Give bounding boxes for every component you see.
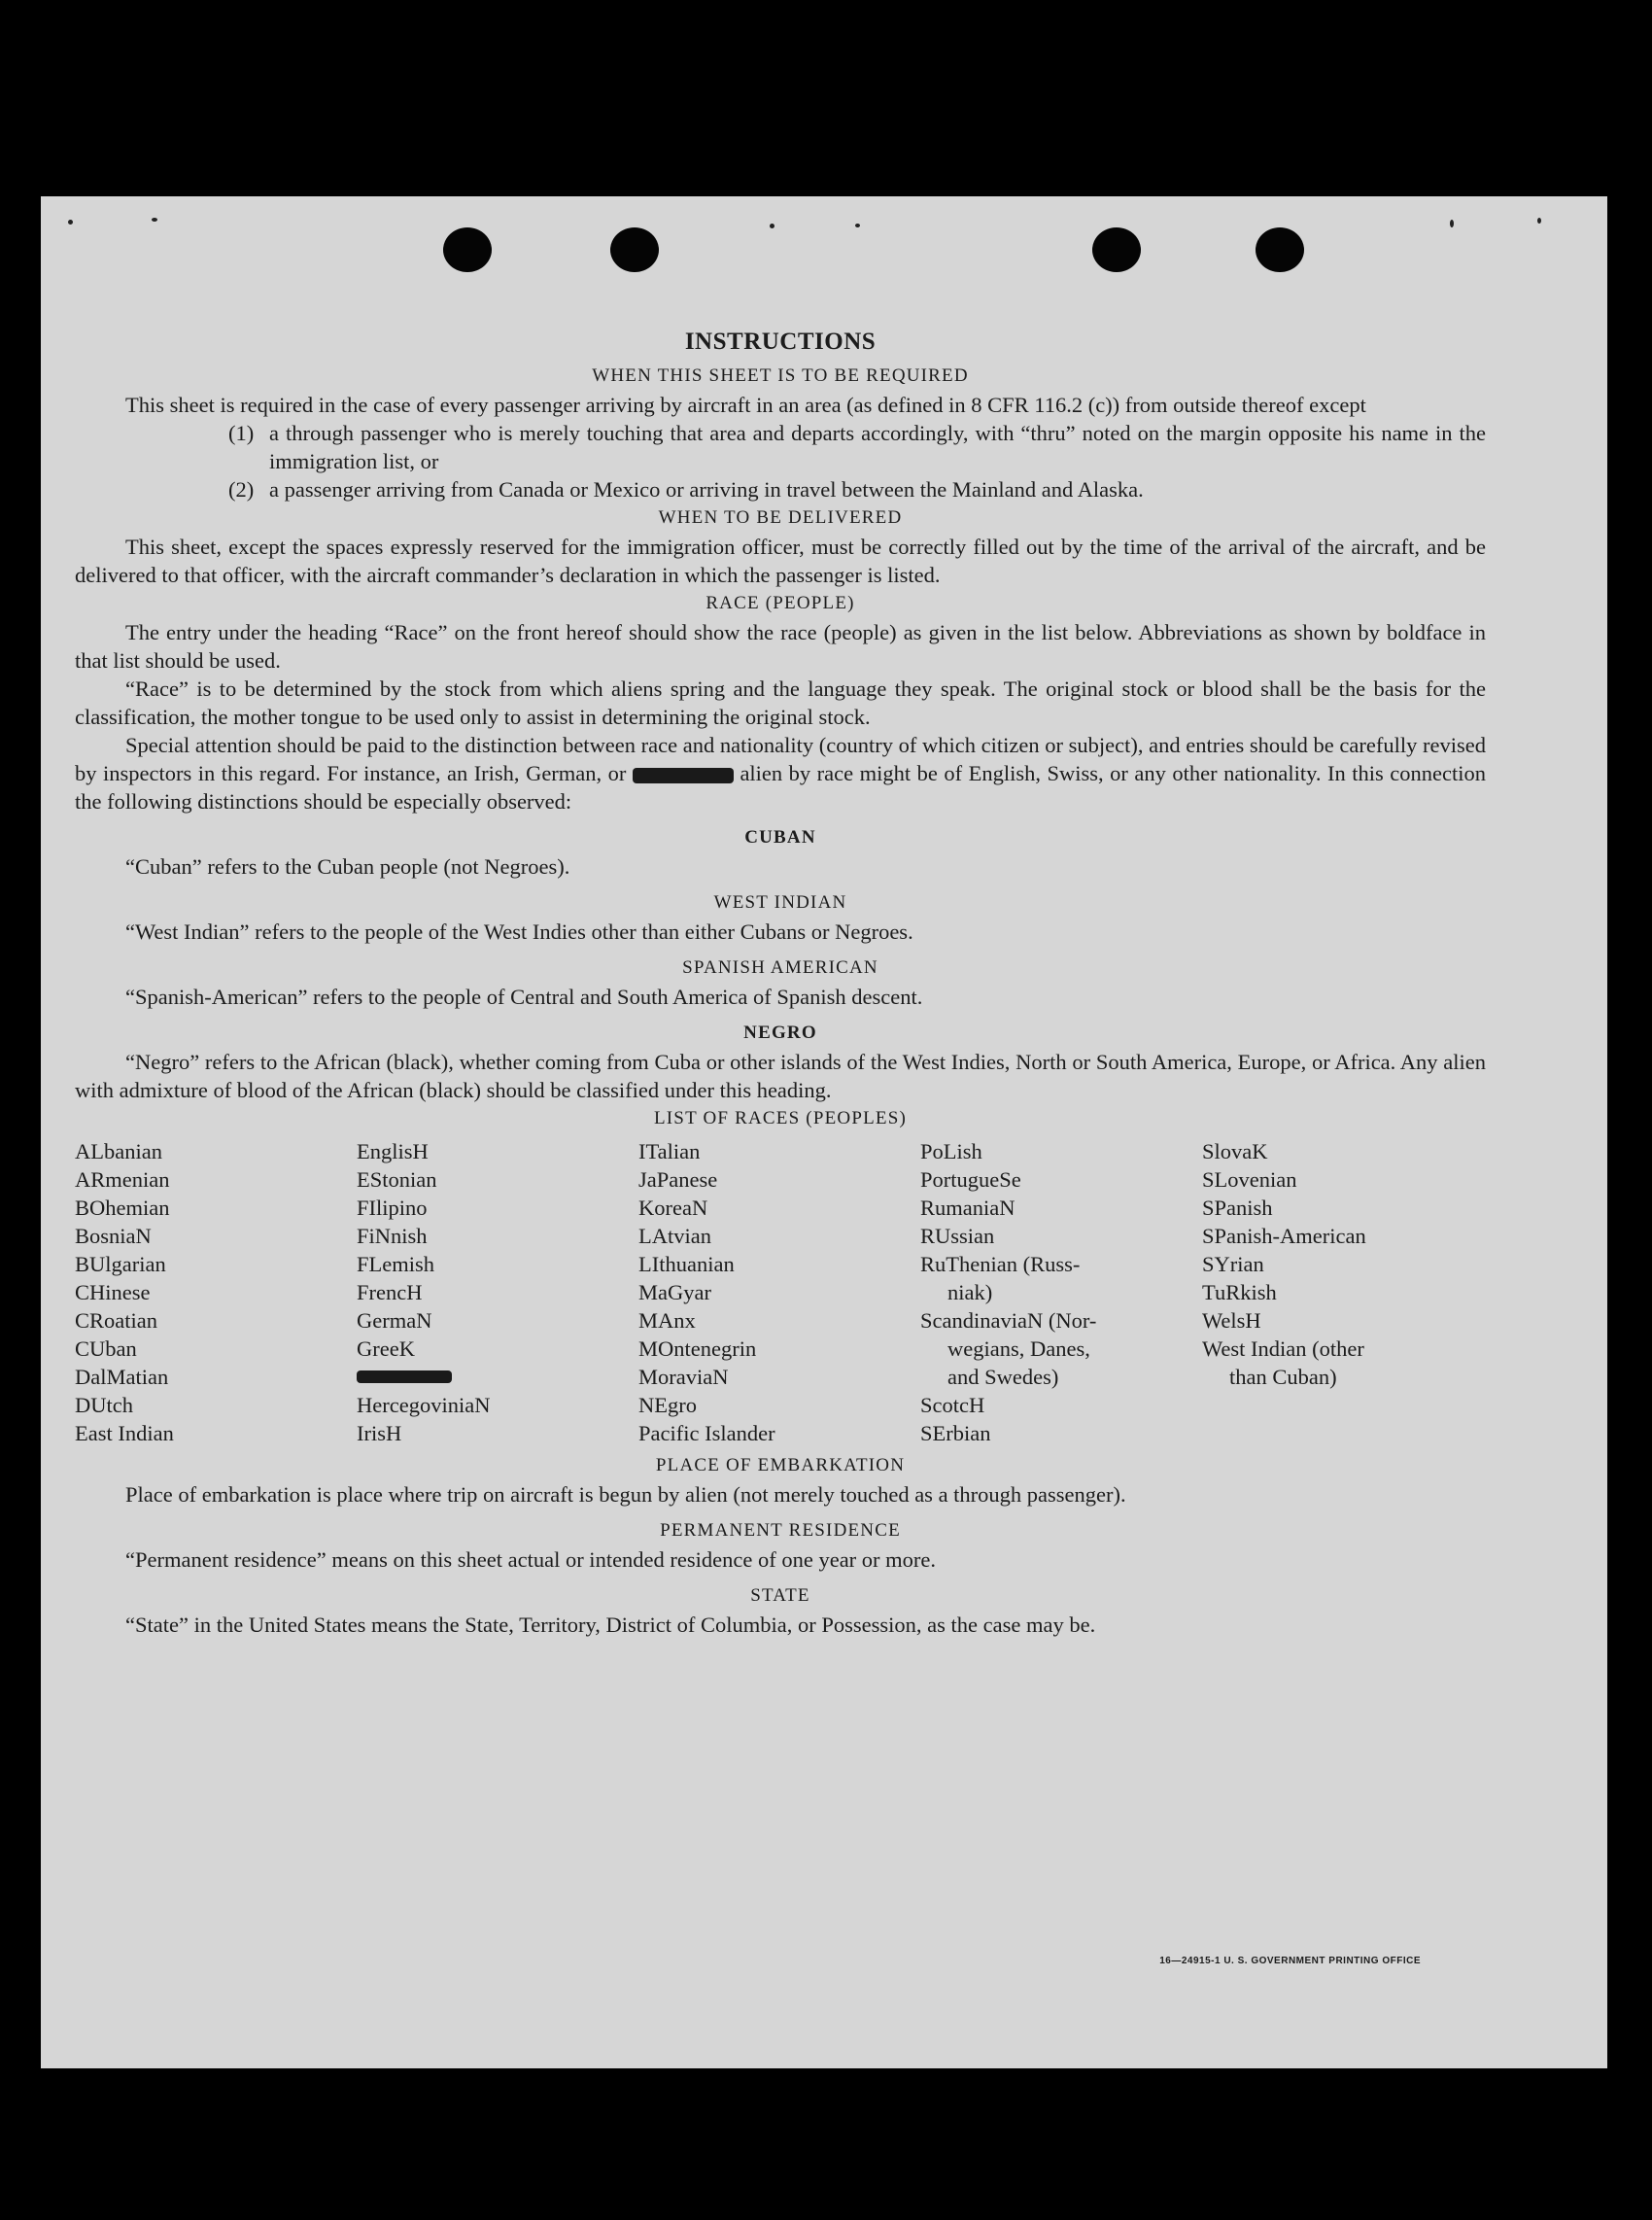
race-item: FLemish (357, 1252, 435, 1276)
race-item: ALbanian (75, 1139, 162, 1163)
race-item: West Indian (other (1202, 1336, 1364, 1361)
speck (68, 220, 73, 225)
race-item: SYrian (1202, 1252, 1264, 1276)
race-item: RuThenian (Russ- (920, 1252, 1081, 1276)
item-number: (1) (228, 421, 255, 445)
race-item: wegians, Danes, (947, 1336, 1090, 1361)
race-item: MOntenegrin (638, 1336, 757, 1361)
section-heading: NEGRO (743, 1023, 817, 1043)
race-item: TuRkish (1202, 1280, 1277, 1304)
race-list (75, 1137, 1486, 1447)
race-item: East Indian (75, 1421, 174, 1445)
section-heading: CUBAN (744, 827, 816, 848)
race-item: PortugueSe (920, 1167, 1021, 1192)
paragraph: “Cuban” refers to the Cuban people (not Negroes). (125, 854, 570, 879)
race-item: FrencH (357, 1280, 423, 1304)
race-item: DUtch (75, 1393, 133, 1417)
race-item: niak) (947, 1280, 993, 1304)
race-item: GreeK (357, 1336, 415, 1361)
race-item: RUssian (920, 1224, 995, 1248)
printer-imprint: 16—24915-1 U. S. GOVERNMENT PRINTING OFFICE (1159, 1956, 1421, 1966)
paragraph: “Permanent residence” means on this sheet actual or intended residence of one year or more. (125, 1547, 937, 1572)
race-item: BUlgarian (75, 1252, 166, 1276)
race-column (357, 1137, 638, 1447)
redaction-mark (357, 1370, 452, 1383)
paragraph-part: Special attention should be paid to the distinction between race and nationality (country of which citizen or subject), and entries should be carefully revised by inspectors in this regard. For instance, an Irish, German, or (75, 733, 1486, 785)
race-item: BosniaN (75, 1224, 152, 1248)
document-sheet (41, 196, 1607, 2068)
item-text: a passenger arriving from Canada or Mexico or arriving in travel between the Mainland and Alaska. (269, 477, 1144, 502)
paragraph-part: alien by race might be of English, Swiss, or any other nationality. In this connection the following distinctions should be especially observed: (75, 761, 1487, 814)
list-item (75, 419, 1486, 475)
race-item: SPanish (1202, 1196, 1273, 1220)
race-item: RumaniaN (920, 1196, 1015, 1220)
section-heading: PERMANENT RESIDENCE (660, 1520, 901, 1541)
section-heading: WHEN TO BE DELIVERED (658, 507, 903, 528)
race-column (920, 1137, 1202, 1447)
race-item: SPanish-American (1202, 1224, 1366, 1248)
race-item: JaPanese (638, 1167, 718, 1192)
item-text: a through passenger who is merely touching that area and departs accordingly, with “thru” noted on the margin opposite his name in the immigration list, or (269, 421, 1486, 473)
race-column (638, 1137, 920, 1447)
punch-hole (1092, 227, 1141, 272)
race-group (357, 1137, 638, 1363)
section-heading: LIST OF RACES (PEOPLES) (653, 1108, 908, 1128)
race-column (1202, 1137, 1484, 1447)
race-item: WelsH (1202, 1308, 1261, 1333)
race-item: than Cuban) (1229, 1365, 1337, 1389)
race-item: CRoatian (75, 1308, 157, 1333)
section-heading: WHEN THIS SHEET IS TO BE REQUIRED (592, 365, 969, 386)
race-column (75, 1137, 357, 1447)
race-item: BOhemian (75, 1196, 170, 1220)
race-item: and Swedes) (947, 1365, 1059, 1389)
race-item: PoLish (920, 1139, 982, 1163)
section-heading: STATE (750, 1585, 810, 1606)
paragraph: This sheet, except the spaces expressly reserved for the immigration officer, must be correctly filled out by the time of the arrival of the aircraft, and be delivered to that officer, with the aircraft commander’s declaration in which the passenger is listed. (75, 535, 1486, 587)
paragraph: The entry under the heading “Race” on the front hereof should show the race (people) as given in the list below. Abbreviations as shown by boldface in that list should be used. (75, 620, 1486, 673)
race-item: SlovaK (1202, 1139, 1268, 1163)
paragraph (75, 731, 1486, 815)
race-item: LIthuanian (638, 1252, 735, 1276)
paragraph: “Race” is to be determined by the stock from which aliens spring and the language they speak. The original stock or blood shall be the basis for the classification, the mother tongue to be used only to assist in determining the original stock. (75, 676, 1486, 729)
race-item: CUban (75, 1336, 137, 1361)
race-item: NEgro (638, 1393, 697, 1417)
race-item (357, 1363, 638, 1391)
paragraph: “Negro” refers to the African (black), whether coming from Cuba or other islands of the West Indies, North or South America, Europe, or Africa. Any alien with admixture of blood of the African (black) should be classified under this heading. (75, 1050, 1486, 1102)
instructions-body (75, 329, 1486, 1639)
speck (1450, 220, 1454, 227)
paragraph: “State” in the United States means the State, Territory, District of Columbia, or Possession, as the case may be. (125, 1613, 1096, 1637)
speck (1537, 218, 1541, 224)
race-item: HercegoviniaN (357, 1393, 491, 1417)
race-item: EStonian (357, 1167, 437, 1192)
section-heading: SPANISH AMERICAN (682, 957, 878, 978)
paragraph: This sheet is required in the case of every passenger arriving by aircraft in an area (as defined in 8 CFR 116.2 (c)) from outside thereof except (125, 393, 1366, 417)
race-item: KoreaN (638, 1196, 708, 1220)
race-item: DalMatian (75, 1365, 169, 1389)
race-item: SLovenian (1202, 1167, 1297, 1192)
race-item: ARmenian (75, 1167, 170, 1192)
speck (770, 224, 774, 228)
page-title: INSTRUCTIONS (684, 329, 877, 355)
race-item: MaGyar (638, 1280, 711, 1304)
paragraph: “Spanish-American” refers to the people of Central and South America of Spanish descent. (125, 985, 923, 1009)
race-item: FiNnish (357, 1224, 428, 1248)
race-item: EnglisH (357, 1139, 429, 1163)
punch-hole (443, 227, 492, 272)
race-item: IrisH (357, 1421, 402, 1445)
list-item (75, 475, 1486, 503)
race-item: SErbian (920, 1421, 991, 1445)
section-heading: RACE (PEOPLE) (706, 593, 855, 613)
race-item: GermaN (357, 1308, 432, 1333)
race-item: ScandinaviaN (Nor- (920, 1308, 1097, 1333)
race-item: MoraviaN (638, 1365, 729, 1389)
punch-hole (1256, 227, 1304, 272)
paragraph: Place of embarkation is place where trip on aircraft is begun by alien (not merely touched as a through passenger). (125, 1482, 1126, 1507)
section-heading: WEST INDIAN (713, 892, 847, 913)
punch-hole (610, 227, 659, 272)
race-item: MAnx (638, 1308, 696, 1333)
race-item: LAtvian (638, 1224, 711, 1248)
item-number: (2) (228, 477, 255, 502)
paragraph: “West Indian” refers to the people of the West Indies other than either Cubans or Negroes. (125, 919, 913, 944)
redaction-mark (633, 768, 734, 783)
race-item: ITalian (638, 1139, 701, 1163)
race-item: Pacific Islander (638, 1421, 775, 1445)
race-item: FIlipino (357, 1196, 428, 1220)
section-heading: PLACE OF EMBARKATION (655, 1455, 906, 1475)
race-item: CHinese (75, 1280, 151, 1304)
race-group (357, 1391, 638, 1447)
race-item: ScotcH (920, 1393, 985, 1417)
speck (152, 218, 157, 222)
speck (855, 224, 860, 227)
